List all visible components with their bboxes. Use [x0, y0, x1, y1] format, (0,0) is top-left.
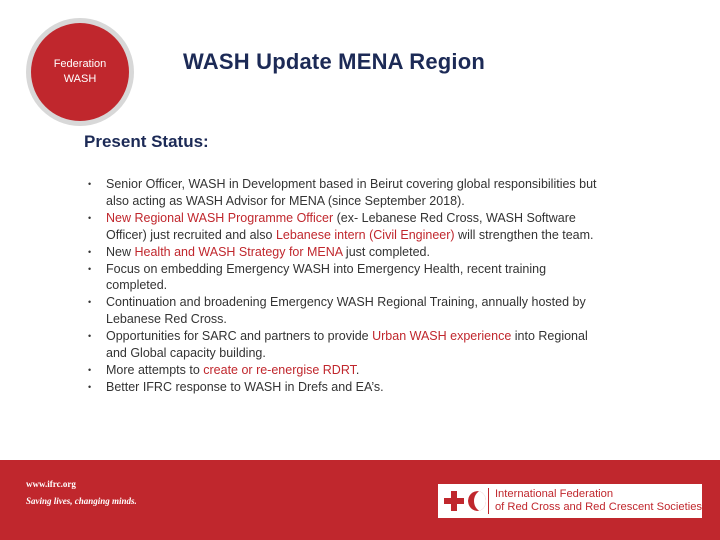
bullet-text: Continuation and broadening Emergency WASH Regional Training, annually hosted by Lebanese Red Cross.: [106, 295, 586, 327]
bullet-text: More attempts to: [106, 362, 204, 377]
badge-line-2: WASH: [63, 73, 97, 85]
bullet-icon: •: [88, 212, 92, 223]
bullet-item: [88, 362, 608, 379]
bullet-text: Senior Officer, WASH in Development based in Beirut covering global responsibilities but also acting as WASH Advisor for MENA (since September 2018).: [106, 177, 597, 208]
logo-line-2: of Red Cross and Red Crescent Societies: [494, 501, 703, 513]
highlighted-text: Lebanese intern (Civil Engineer): [275, 227, 455, 242]
bullet-item: [88, 261, 608, 295]
bullet-item: [88, 244, 608, 261]
bullet-text: Opportunities for SARC and partners to provide: [106, 329, 373, 344]
bullet-text: New: [106, 244, 135, 259]
federation-wash-badge: [31, 23, 129, 121]
bullet-item: [88, 379, 608, 396]
footer-bar: [0, 460, 720, 540]
bullet-text: (ex- Lebanese Red Cross, WASH Software Officer) just recruited and also: [106, 210, 576, 242]
footer-url: www.ifrc.org: [26, 479, 76, 489]
bullet-icon: •: [88, 297, 92, 308]
bullet-icon: •: [88, 179, 92, 189]
highlighted-text: New Regional WASH Programme Officer: [106, 210, 334, 225]
bullet-text: Focus on embedding Emergency WASH into Emergency Health, recent training completed.: [106, 261, 547, 293]
logo-text: [495, 488, 702, 514]
highlighted-text: create or re-energise RDRT: [203, 362, 356, 377]
red-crescent-icon: [468, 491, 486, 511]
bullet-item: [88, 328, 608, 362]
logo-line-1: International Federation: [494, 488, 614, 500]
bullet-icon: •: [88, 381, 92, 392]
highlighted-text: Health and WASH Strategy for MENA: [134, 244, 343, 259]
red-cross-icon: [444, 491, 462, 511]
bullet-icon: •: [88, 331, 92, 342]
bullet-icon: •: [88, 364, 92, 375]
bullet-item: [88, 294, 608, 328]
bullet-icon: •: [88, 263, 92, 274]
ifrc-logo: [438, 484, 702, 518]
status-bullet-list: [88, 176, 608, 396]
logo-divider: [488, 488, 489, 514]
bullet-text: will strengthen the team.: [454, 227, 594, 242]
bullet-item: [88, 176, 608, 210]
bullet-icon: •: [88, 246, 92, 257]
highlighted-text: Urban WASH experience: [372, 329, 512, 344]
slide-title: WASH Update MENA Region: [183, 49, 486, 74]
bullet-text: just completed.: [342, 244, 430, 259]
bullet-text: into Regional and Global capacity building.: [106, 329, 588, 361]
section-subtitle: Present Status:: [84, 132, 209, 151]
bullet-item: [88, 210, 608, 244]
footer-slogan: Saving lives, changing minds.: [26, 496, 137, 506]
badge-line-1: Federation: [53, 58, 107, 70]
bullet-text: Better IFRC response to WASH in Drefs and EA’s.: [106, 379, 384, 394]
bullet-text: .: [355, 362, 360, 377]
